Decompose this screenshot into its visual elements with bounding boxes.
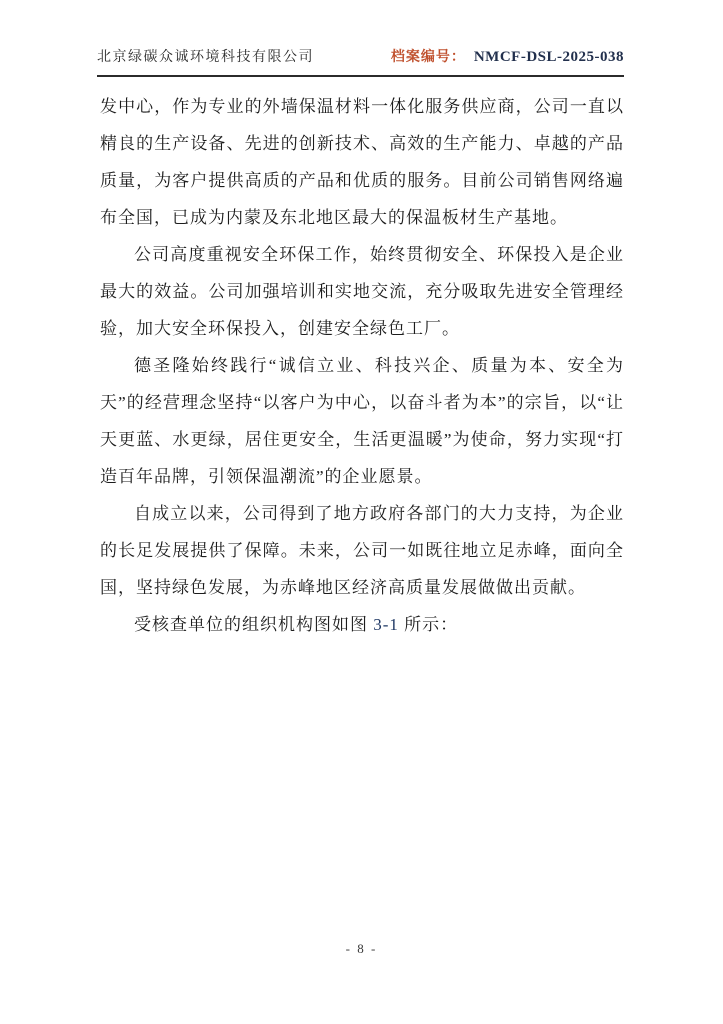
figure-reference: 3-1	[373, 615, 399, 634]
paragraph-5-suffix: 所示：	[398, 615, 459, 634]
paragraph-3: 德圣隆始终践行“诚信立业、科技兴企、质量为本、安全为天”的经营理念坚持“以客户为中心，以奋斗者为本”的宗旨，以“让天更蓝、水更绿，居住更安全，生活更温暖”为使命，努力实现“打造百年品牌，引领保温潮流”的企业愿景。	[100, 356, 624, 486]
page-number: - 8 -	[345, 941, 378, 956]
paragraph-4: 自成立以来，公司得到了地方政府各部门的大力支持，为企业的长足发展提供了保障。未来，公司一如既往地立足赤峰，面向全国，坚持绿色发展，为赤峰地区经济高质量发展做做出贡献。	[100, 504, 624, 597]
paragraph-5-prefix: 受核查单位的组织机构图如图	[134, 615, 374, 634]
page-header	[97, 46, 624, 77]
paragraph-1: 发中心，作为专业的外墙保温材料一体化服务供应商，公司一直以精良的生产设备、先进的创新技术、高效的生产能力、卓越的产品质量，为客户提供高质的产品和优质的服务。目前公司销售网络遍布全国，已成为内蒙及东北地区最大的保温板材生产基地。	[100, 97, 624, 227]
doc-number-label: 档案编号：	[390, 50, 466, 65]
doc-number	[391, 46, 624, 66]
paragraph-2: 公司高度重视安全环保工作，始终贯彻安全、环保投入是企业最大的效益。公司加强培训和实地交流，充分吸取先进安全管理经验，加大安全环保投入，创建安全绿色工厂。	[100, 245, 624, 338]
company-name: 北京绿碳众诚环境科技有限公司	[97, 50, 314, 65]
doc-number-value: NMCF-DSL-2025-038	[473, 49, 624, 65]
body-text	[100, 88, 624, 643]
page-footer	[0, 941, 723, 957]
paragraph-5	[100, 606, 624, 643]
